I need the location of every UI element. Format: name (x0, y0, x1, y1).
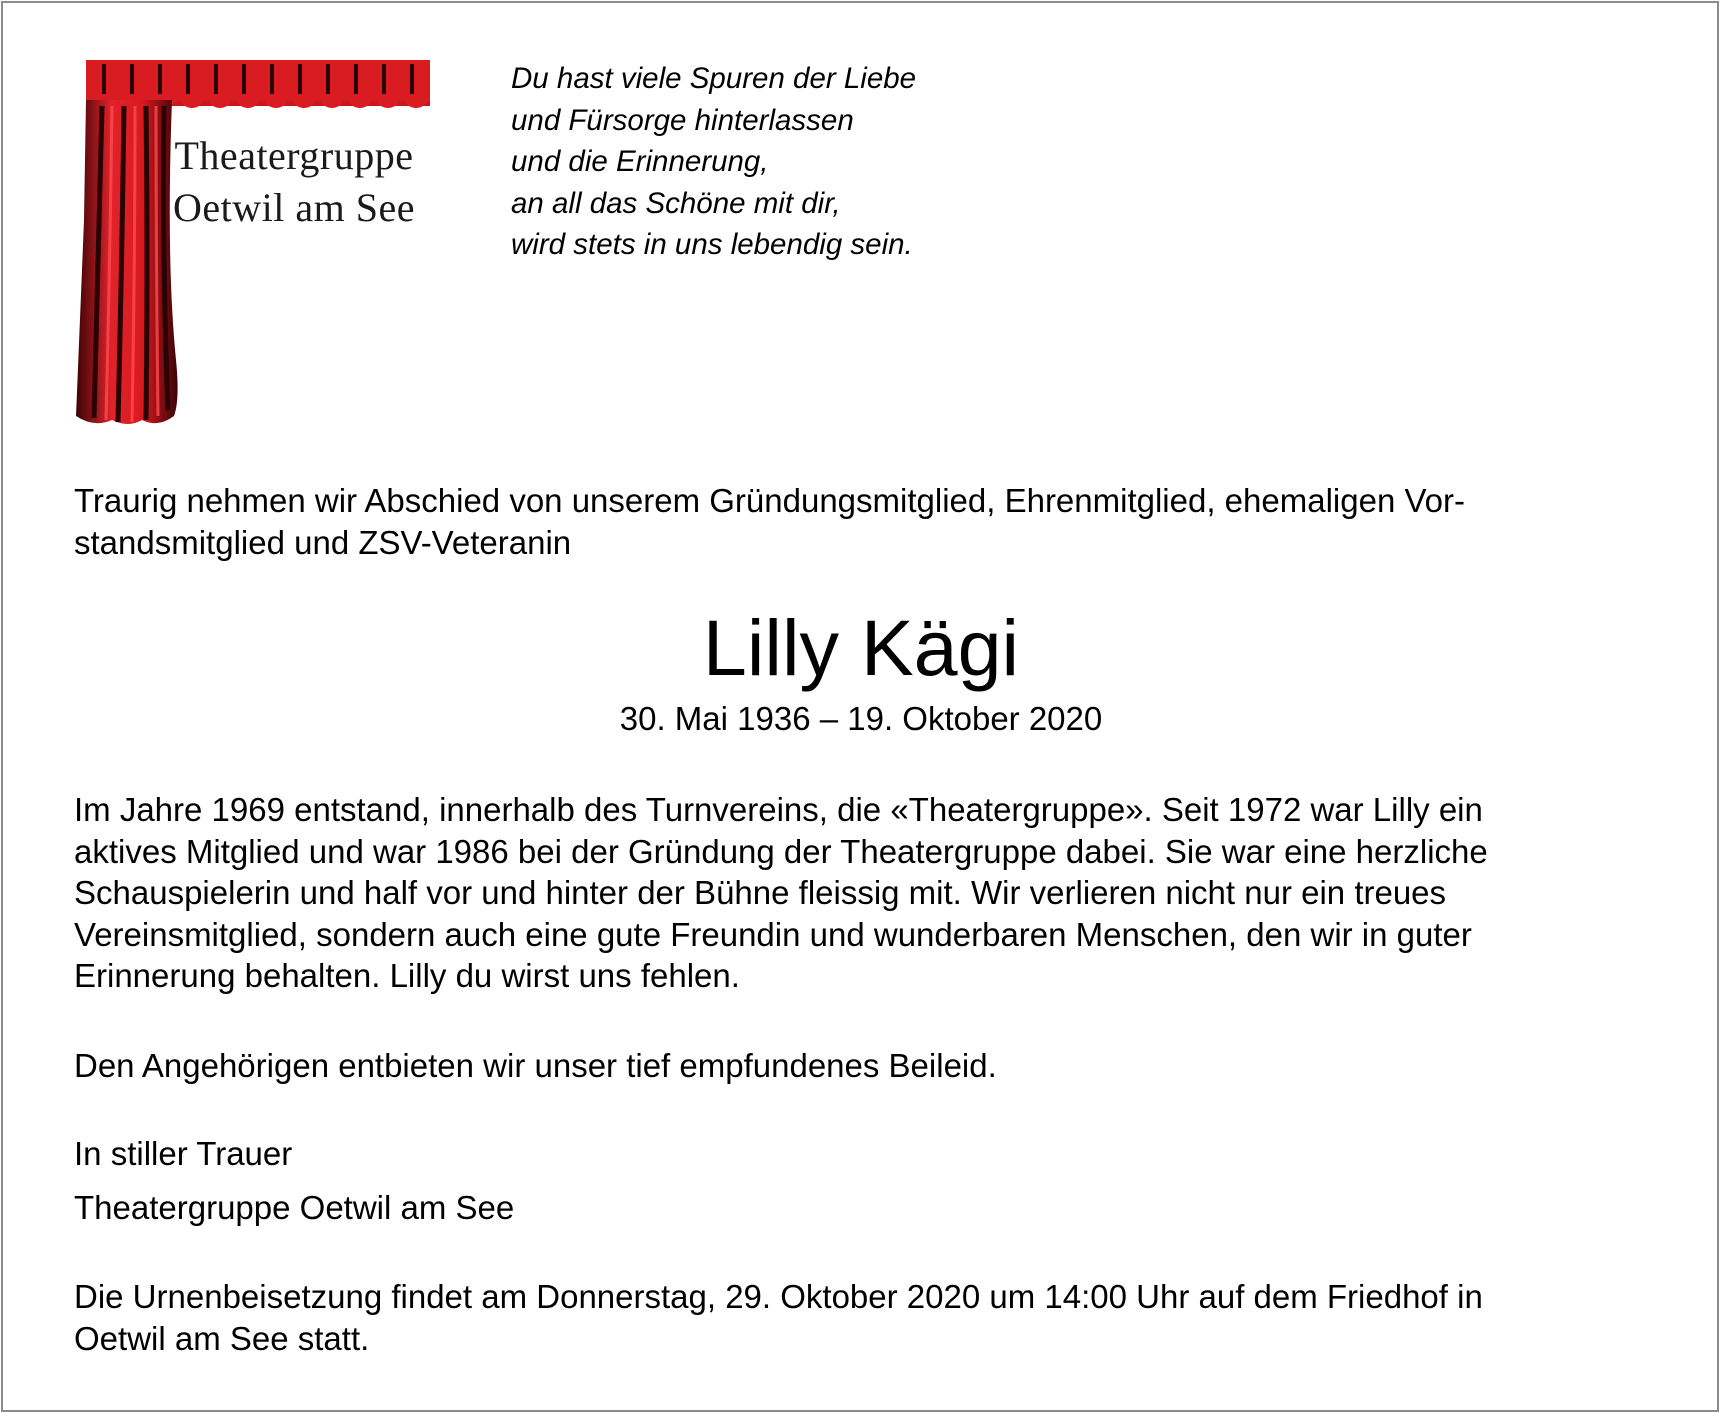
deceased-name: Lilly Kägi (702, 603, 1020, 692)
theatergruppe-logo (72, 60, 434, 428)
paragraph-line: Im Jahre 1969 entstand, innerhalb des Turnvereins, die «Theatergruppe». Seit 1972 war Lilly ein (74, 791, 1483, 828)
curtain-icon (72, 60, 434, 428)
poem-line: und Fürsorge hinterlassen (511, 103, 854, 137)
paragraph-line: aktives Mitglied und war 1986 bei der Gründung der Theatergruppe dabei. Sie war eine herzliche (74, 832, 1488, 870)
poem-line: an all das Schöne mit dir, (511, 186, 841, 220)
closing-line-2: Theatergruppe Oetwil am See (74, 1189, 515, 1226)
paragraph-line: Vereinsmitglied, sondern auch eine gute Freundin und wunderbaren Menschen, den wir in guter (74, 915, 1472, 953)
intro-line: standsmitglied und ZSV-Veteranin (74, 523, 572, 561)
burial-info (74, 1276, 1648, 1359)
intro-line: Traurig nehmen wir Abschied von unserem Gründungsmitglied, Ehrenmitglied, ehemaligen Vor- (74, 482, 1465, 519)
burial-line: Oetwil am See statt. (74, 1319, 370, 1357)
paragraph-line: Erinnerung behalten. Lilly du wirst uns fehlen. (74, 957, 740, 994)
condolence-text: Den Angehörigen entbieten wir unser tief empfundenes Beileid. (74, 1047, 997, 1084)
closing-line-1: In stiller Trauer (74, 1135, 293, 1172)
poem-line: und die Erinnerung, (511, 145, 769, 178)
intro-text (74, 480, 1648, 563)
life-dates: 30. Mai 1936 – 19. Oktober 2020 (619, 700, 1103, 737)
poem-line: wird stets in uns lebendig sein. (511, 228, 913, 261)
burial-line: Die Urnenbeisetzung findet am Donnerstag, 29. Oktober 2020 um 14:00 Uhr auf dem Friedhof in (74, 1278, 1483, 1315)
poem (511, 58, 916, 266)
paragraph-line: Schauspielerin und half vor und hinter der Bühne fleissig mit. Wir verlieren nicht nur ein treues (74, 874, 1447, 911)
logo-line-2: Oetwil am See (173, 185, 415, 230)
poem-line: Du hast viele Spuren der Liebe (511, 62, 917, 95)
tribute-paragraph (74, 789, 1648, 997)
logo-line-1: Theatergruppe (174, 133, 414, 178)
